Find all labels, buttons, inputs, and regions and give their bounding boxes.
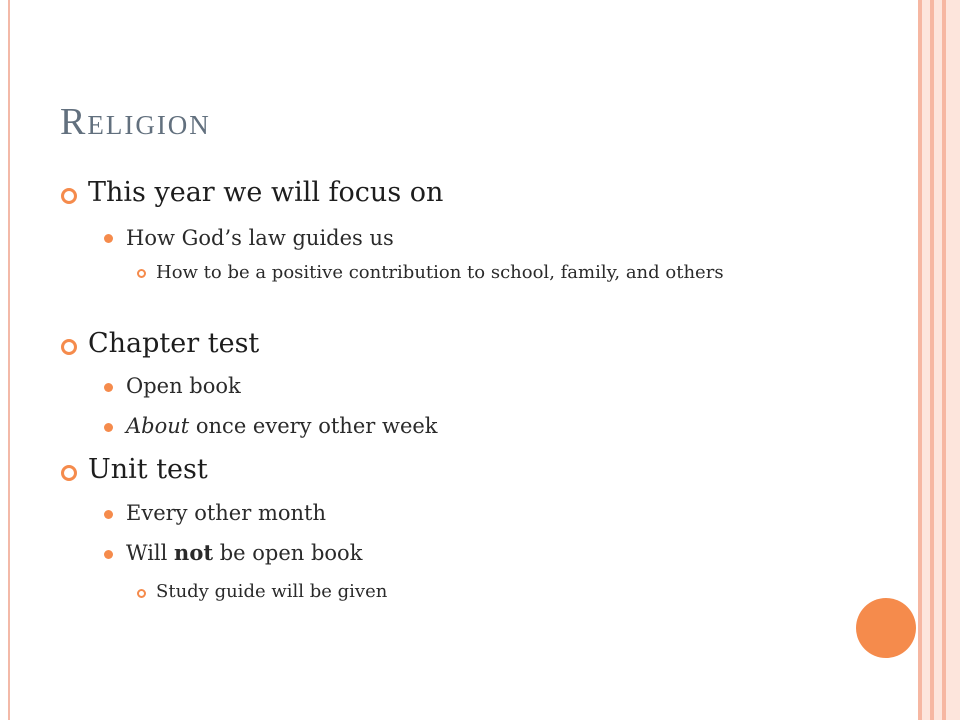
ring-bullet-icon (61, 465, 77, 481)
bullet-focus: This year we will focus on (88, 177, 444, 208)
dot-bullet-icon (104, 234, 113, 243)
bullet-every-other-month: Every other month (126, 501, 326, 525)
bullet-positive-contribution: How to be a positive contribution to school, family, and others (156, 262, 724, 283)
bullet-every-other-week-text: once every other week (189, 414, 438, 438)
bullet-every-other-week (126, 413, 438, 439)
right-decorative-stripes (916, 0, 960, 720)
small-ring-bullet-icon (137, 589, 146, 598)
bullet-open-book: Open book (126, 374, 241, 398)
slide-title: Religion (60, 101, 211, 143)
dot-bullet-icon (104, 550, 113, 559)
emphasis-not: not (174, 540, 214, 565)
dot-bullet-icon (104, 423, 113, 432)
small-ring-bullet-icon (137, 269, 146, 278)
bullet-not-open-book-before: Will (126, 541, 175, 565)
dot-bullet-icon (104, 383, 113, 392)
ring-bullet-icon (61, 188, 77, 204)
bullet-study-guide: Study guide will be given (156, 581, 388, 602)
ring-bullet-icon (61, 339, 77, 355)
bullet-not-open-book-after: be open book (213, 541, 363, 565)
bullet-not-open-book (126, 540, 362, 566)
bullet-chapter-test: Chapter test (88, 328, 260, 359)
bullet-gods-law: How God’s law guides us (126, 226, 394, 250)
dot-bullet-icon (104, 510, 113, 519)
emphasis-about: About (126, 414, 190, 438)
bullet-unit-test: Unit test (88, 454, 208, 485)
